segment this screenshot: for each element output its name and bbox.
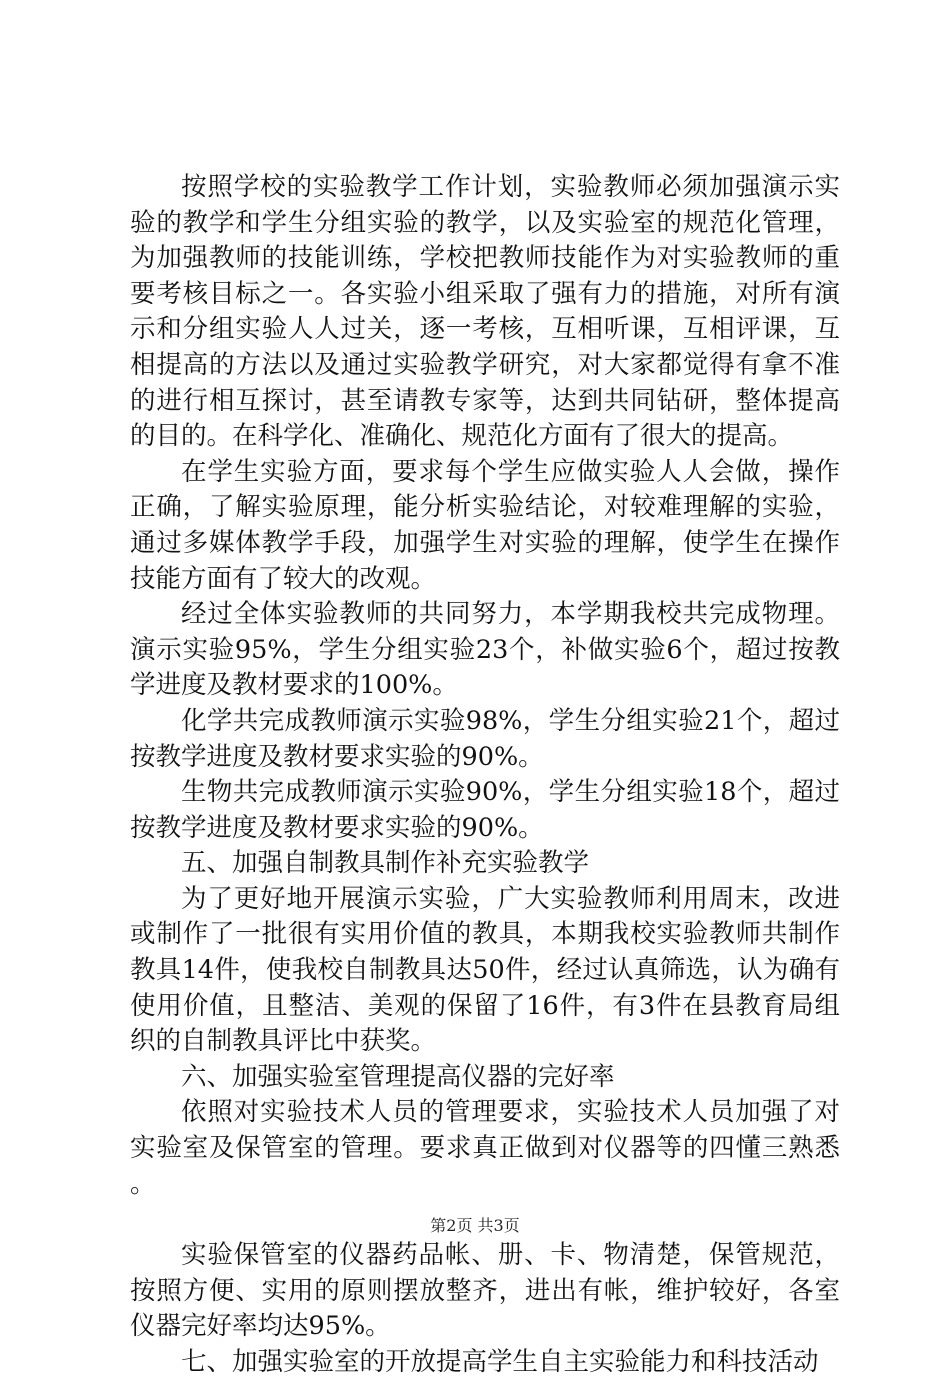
paragraph-experiment-teaching-plan: 按照学校的实验教学工作计划，实验教师必须加强演示实验的教学和学生分组实验的教学，以及实验室的规范化管理，为加强教师的技能训练，学校把教师技能作为对实验教师的重要考核目标之一。各实验小组采取了强有力的措施，对所有演示和分组实验人人过关，逐一考核，互相听课，互相评课，互相提高的方法以及通过实验教学研究，对大家都觉得有拿不准的进行相互探讨，甚至请教专家等，达到共同钻研，整体提高的目的。在科学化、准确化、规范化方面有了很大的提高。 <box>130 172 840 452</box>
paragraph-chemistry-results: 化学共完成教师演示实验98%，学生分组实验21个，超过按教学进度及教材要求实验的90%。 <box>130 705 840 772</box>
section-heading-7: 七、加强实验室的开放提高学生自主实验能力和科技活动 <box>181 1347 819 1377</box>
section-heading-6: 六、加强实验室管理提高仪器的完好率 <box>181 1061 615 1092</box>
paragraph-storage-room: 实验保管室的仪器药品帐、册、卡、物清楚，保管规范，按照方便、实用的原则摆放整齐，进出有帐，维护较好，各室仪器完好率均达95%。 <box>130 1240 840 1342</box>
paragraph-biology-results: 生物共完成教师演示实验90%，学生分组实验18个，超过按教学进度及教材要求实验的90%。 <box>130 777 840 843</box>
paragraph-student-experiments: 在学生实验方面，要求每个学生应做实验人人会做，操作正确，了解实验原理，能分析实验结论，对较难理解的实验，通过多媒体教学手段，加强学生对实验的理解，使学生在操作技能方面有了较大的改观。 <box>130 456 840 594</box>
page-number-footer: 第2页 共3页 <box>430 1216 520 1235</box>
paragraph-physics-results: 经过全体实验教师的共同努力，本学期我校共完成物理。演示实验95%，学生分组实验23个，补做实验6个，超过按教学进度及教材要求的100%。 <box>130 599 840 701</box>
document-body <box>130 170 840 1381</box>
paragraph-lab-management: 依照对实验技术人员的管理要求，实验技术人员加强了对实验室及保管室的管理。要求真正做到对仪器等的四懂三熟悉。 <box>130 1097 840 1199</box>
paragraph-teaching-aids: 为了更好地开展演示实验，广大实验教师利用周末，改进或制作了一批很有实用价值的教具，本期我校实验教师共制作教具14件，使我校自制教具达50件，经过认真筛选，认为确有使用价值，且整洁、美观的保留了16件，有3件在县教育局组织的自制教具评比中获奖。 <box>130 883 840 1057</box>
section-heading-5: 五、加强自制教具制作补充实验教学 <box>181 848 590 879</box>
